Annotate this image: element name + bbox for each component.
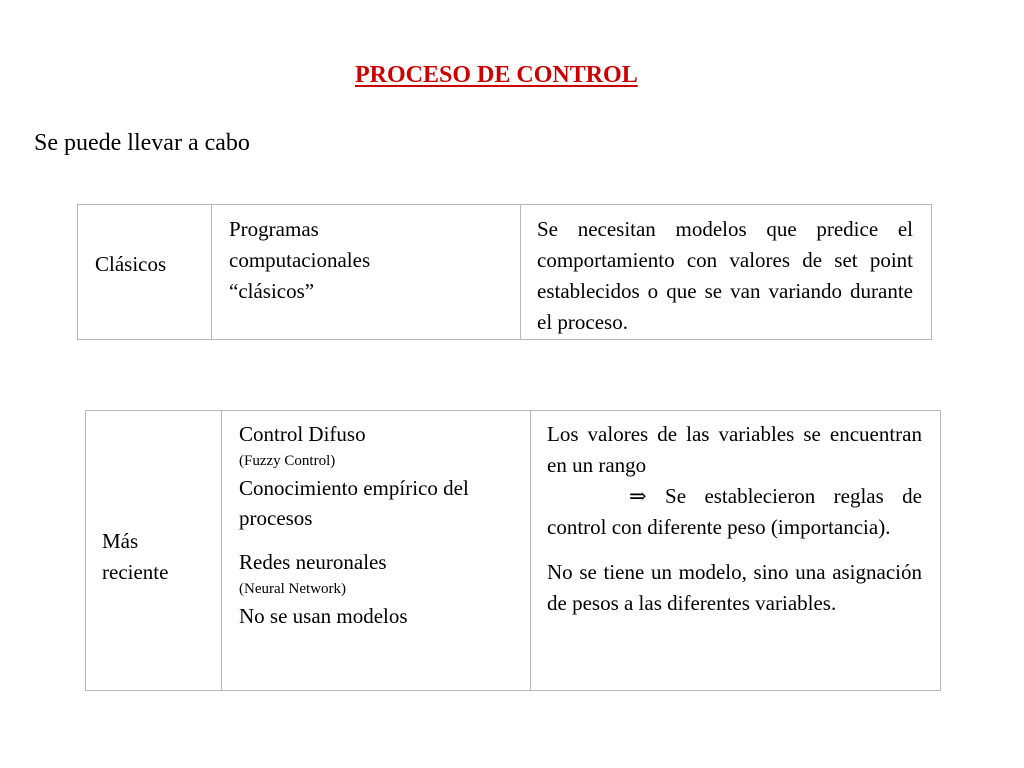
neural-network-english: (Neural Network)	[239, 581, 347, 597]
description-text: Se necesitan modelos que predice el comportamiento con valores de set point establecidos o que se van variando durante el proceso.	[537, 217, 913, 334]
fuzzy-control-english: (Fuzzy Control)	[239, 453, 336, 469]
method-cell	[212, 205, 521, 340]
classic-methods-table	[77, 204, 932, 340]
method-line: Programas	[229, 217, 319, 241]
empirical-knowledge-text: Conocimiento empírico del procesos	[239, 476, 469, 530]
no-models-text: No se usan modelos	[239, 604, 408, 628]
implies-icon: ⇒	[629, 484, 647, 508]
range-text: Los valores de las variables se encuentran en un rango	[547, 422, 922, 477]
rules-text: Se establecieron reglas de control con diferente peso (importancia).	[547, 484, 922, 539]
description-cell	[531, 411, 941, 691]
description-cell	[521, 205, 932, 340]
page-title: PROCESO DE CONTROL	[355, 62, 638, 88]
spacer	[547, 543, 922, 557]
no-model-text: No se tiene un modelo, sino una asignación de pesos a las diferentes variables.	[547, 560, 922, 615]
fuzzy-control-label: Control Difuso	[239, 422, 366, 446]
neural-network-label: Redes neuronales	[239, 550, 387, 574]
method-line: “clásicos”	[229, 279, 315, 303]
page-subtitle: Se puede llevar a cabo	[34, 130, 250, 156]
method-cell	[222, 411, 531, 691]
table-row	[78, 205, 932, 340]
category-cell	[78, 205, 212, 340]
recent-methods-table	[85, 410, 941, 691]
rules-paragraph	[547, 481, 922, 543]
category-label: Clásicos	[95, 251, 167, 276]
method-line: computacionales	[229, 248, 371, 272]
category-cell	[86, 411, 222, 691]
category-label-line: Más	[102, 528, 139, 553]
spacer	[239, 533, 522, 547]
table-row	[86, 411, 941, 691]
category-label-line: reciente	[102, 559, 169, 584]
